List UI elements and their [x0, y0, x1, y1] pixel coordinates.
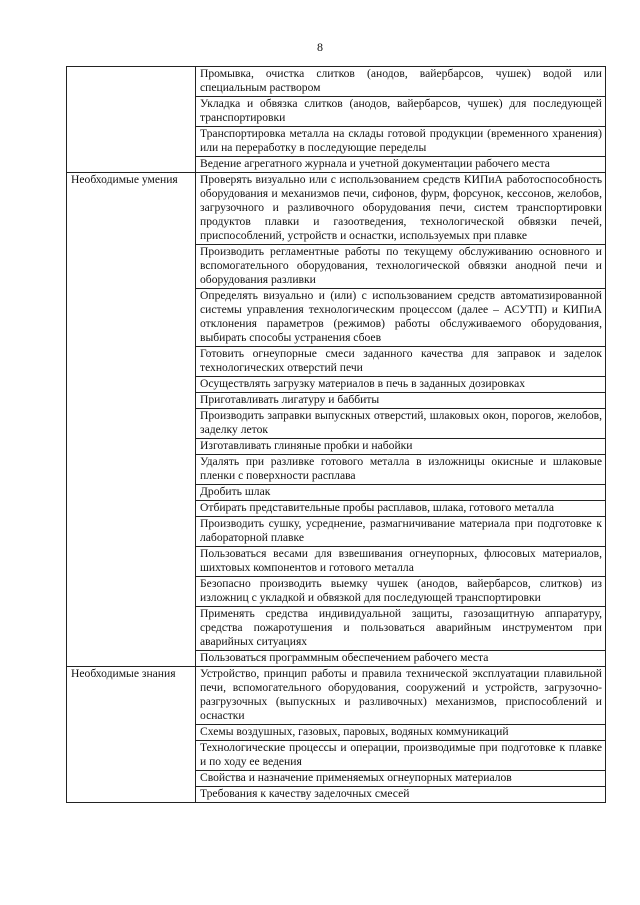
labor-action-item: Транспортировка металла на склады готовой продукции (временного хранения) или на переработку в последующие переделы	[196, 127, 606, 157]
knowledge-item: Технологические процессы и операции, производимые при подготовке к плавке и по ходу ее ведения	[196, 741, 606, 771]
table-row	[67, 667, 606, 725]
skill-item: Осуществлять загрузку материалов в печь в заданных дозировках	[196, 377, 606, 393]
skill-item: Пользоваться программным обеспечением рабочего места	[196, 651, 606, 667]
knowledge-section-label: Необходимые знания	[67, 667, 196, 803]
skill-section-label: Необходимые умения	[67, 173, 196, 667]
requirements-table	[66, 66, 606, 803]
skill-item: Дробить шлак	[196, 485, 606, 501]
continued-section-label	[67, 67, 196, 173]
skill-item: Готовить огнеупорные смеси заданного качества для заправок и заделок технологических отверстий печи	[196, 347, 606, 377]
skill-item: Применять средства индивидуальной защиты, газозащитную аппаратуру, средства пожаротушения и пользоваться аварийным инструментом при аварийных ситуациях	[196, 607, 606, 651]
page-number: 8	[317, 40, 323, 54]
skill-item: Производить сушку, усреднение, размагничивание материала при подготовке к лабораторной плавке	[196, 517, 606, 547]
skill-item: Производить заправки выпускных отверстий, шлаковых окон, порогов, желобов, заделку леток	[196, 409, 606, 439]
skill-item: Удалять при разливке готового металла в изложницы окисные и шлаковые пленки с поверхности расплава	[196, 455, 606, 485]
labor-action-item: Промывка, очистка слитков (анодов, вайербарсов, чушек) водой или специальным раствором	[196, 67, 606, 97]
knowledge-item: Схемы воздушных, газовых, паровых, водяных коммуникаций	[196, 725, 606, 741]
labor-action-item: Укладка и обвязка слитков (анодов, вайербарсов, чушек) для последующей транспортировки	[196, 97, 606, 127]
requirements-table-body	[67, 67, 606, 803]
skill-item: Отбирать представительные пробы расплавов, шлака, готового металла	[196, 501, 606, 517]
knowledge-item: Свойства и назначение применяемых огнеупорных материалов	[196, 771, 606, 787]
skill-item: Производить регламентные работы по текущему обслуживанию основного и вспомогательного оборудования, технологической обвязки анодной печи и оборудования разливки	[196, 245, 606, 289]
skill-item: Определять визуально и (или) с использованием средств автоматизированной системы управления технологическим процессом (далее – АСУТП) и КИПиА отклонения параметров (режимов) работы обслуживаемого оборудования, выбирать способы устранения сбоев	[196, 289, 606, 347]
table-row	[67, 67, 606, 97]
skill-item: Безопасно производить выемку чушек (анодов, вайербарсов, слитков) из изложниц с укладкой и обвязкой для последующей транспортировки	[196, 577, 606, 607]
knowledge-item: Требования к качеству заделочных смесей	[196, 787, 606, 803]
skill-item: Проверять визуально или с использованием средств КИПиА работоспособность оборудования и механизмов печи, сифонов, фурм, форсунок, кессонов, желобов, загрузочного и разливочного оборудования печи, систем транспортировки продуктов плавки и газоотведения, технологической обвязки печей, приспособлений, устройств и оснастки, используемых при плавке	[196, 173, 606, 245]
labor-action-item: Ведение агрегатного журнала и учетной документации рабочего места	[196, 157, 606, 173]
knowledge-item: Устройство, принцип работы и правила технической эксплуатации плавильной печи, вспомогательного оборудования, сооружений и устройств, загрузочно-разгрузочных (выпускных и разливочных) механизмов, приспособлений и оснастки	[196, 667, 606, 725]
skill-item: Изготавливать глиняные пробки и набойки	[196, 439, 606, 455]
skill-item: Пользоваться весами для взвешивания огнеупорных, флюсовых материалов, шихтовых компонентов и готового металла	[196, 547, 606, 577]
skill-item: Приготавливать лигатуру и баббиты	[196, 393, 606, 409]
table-row	[67, 173, 606, 245]
